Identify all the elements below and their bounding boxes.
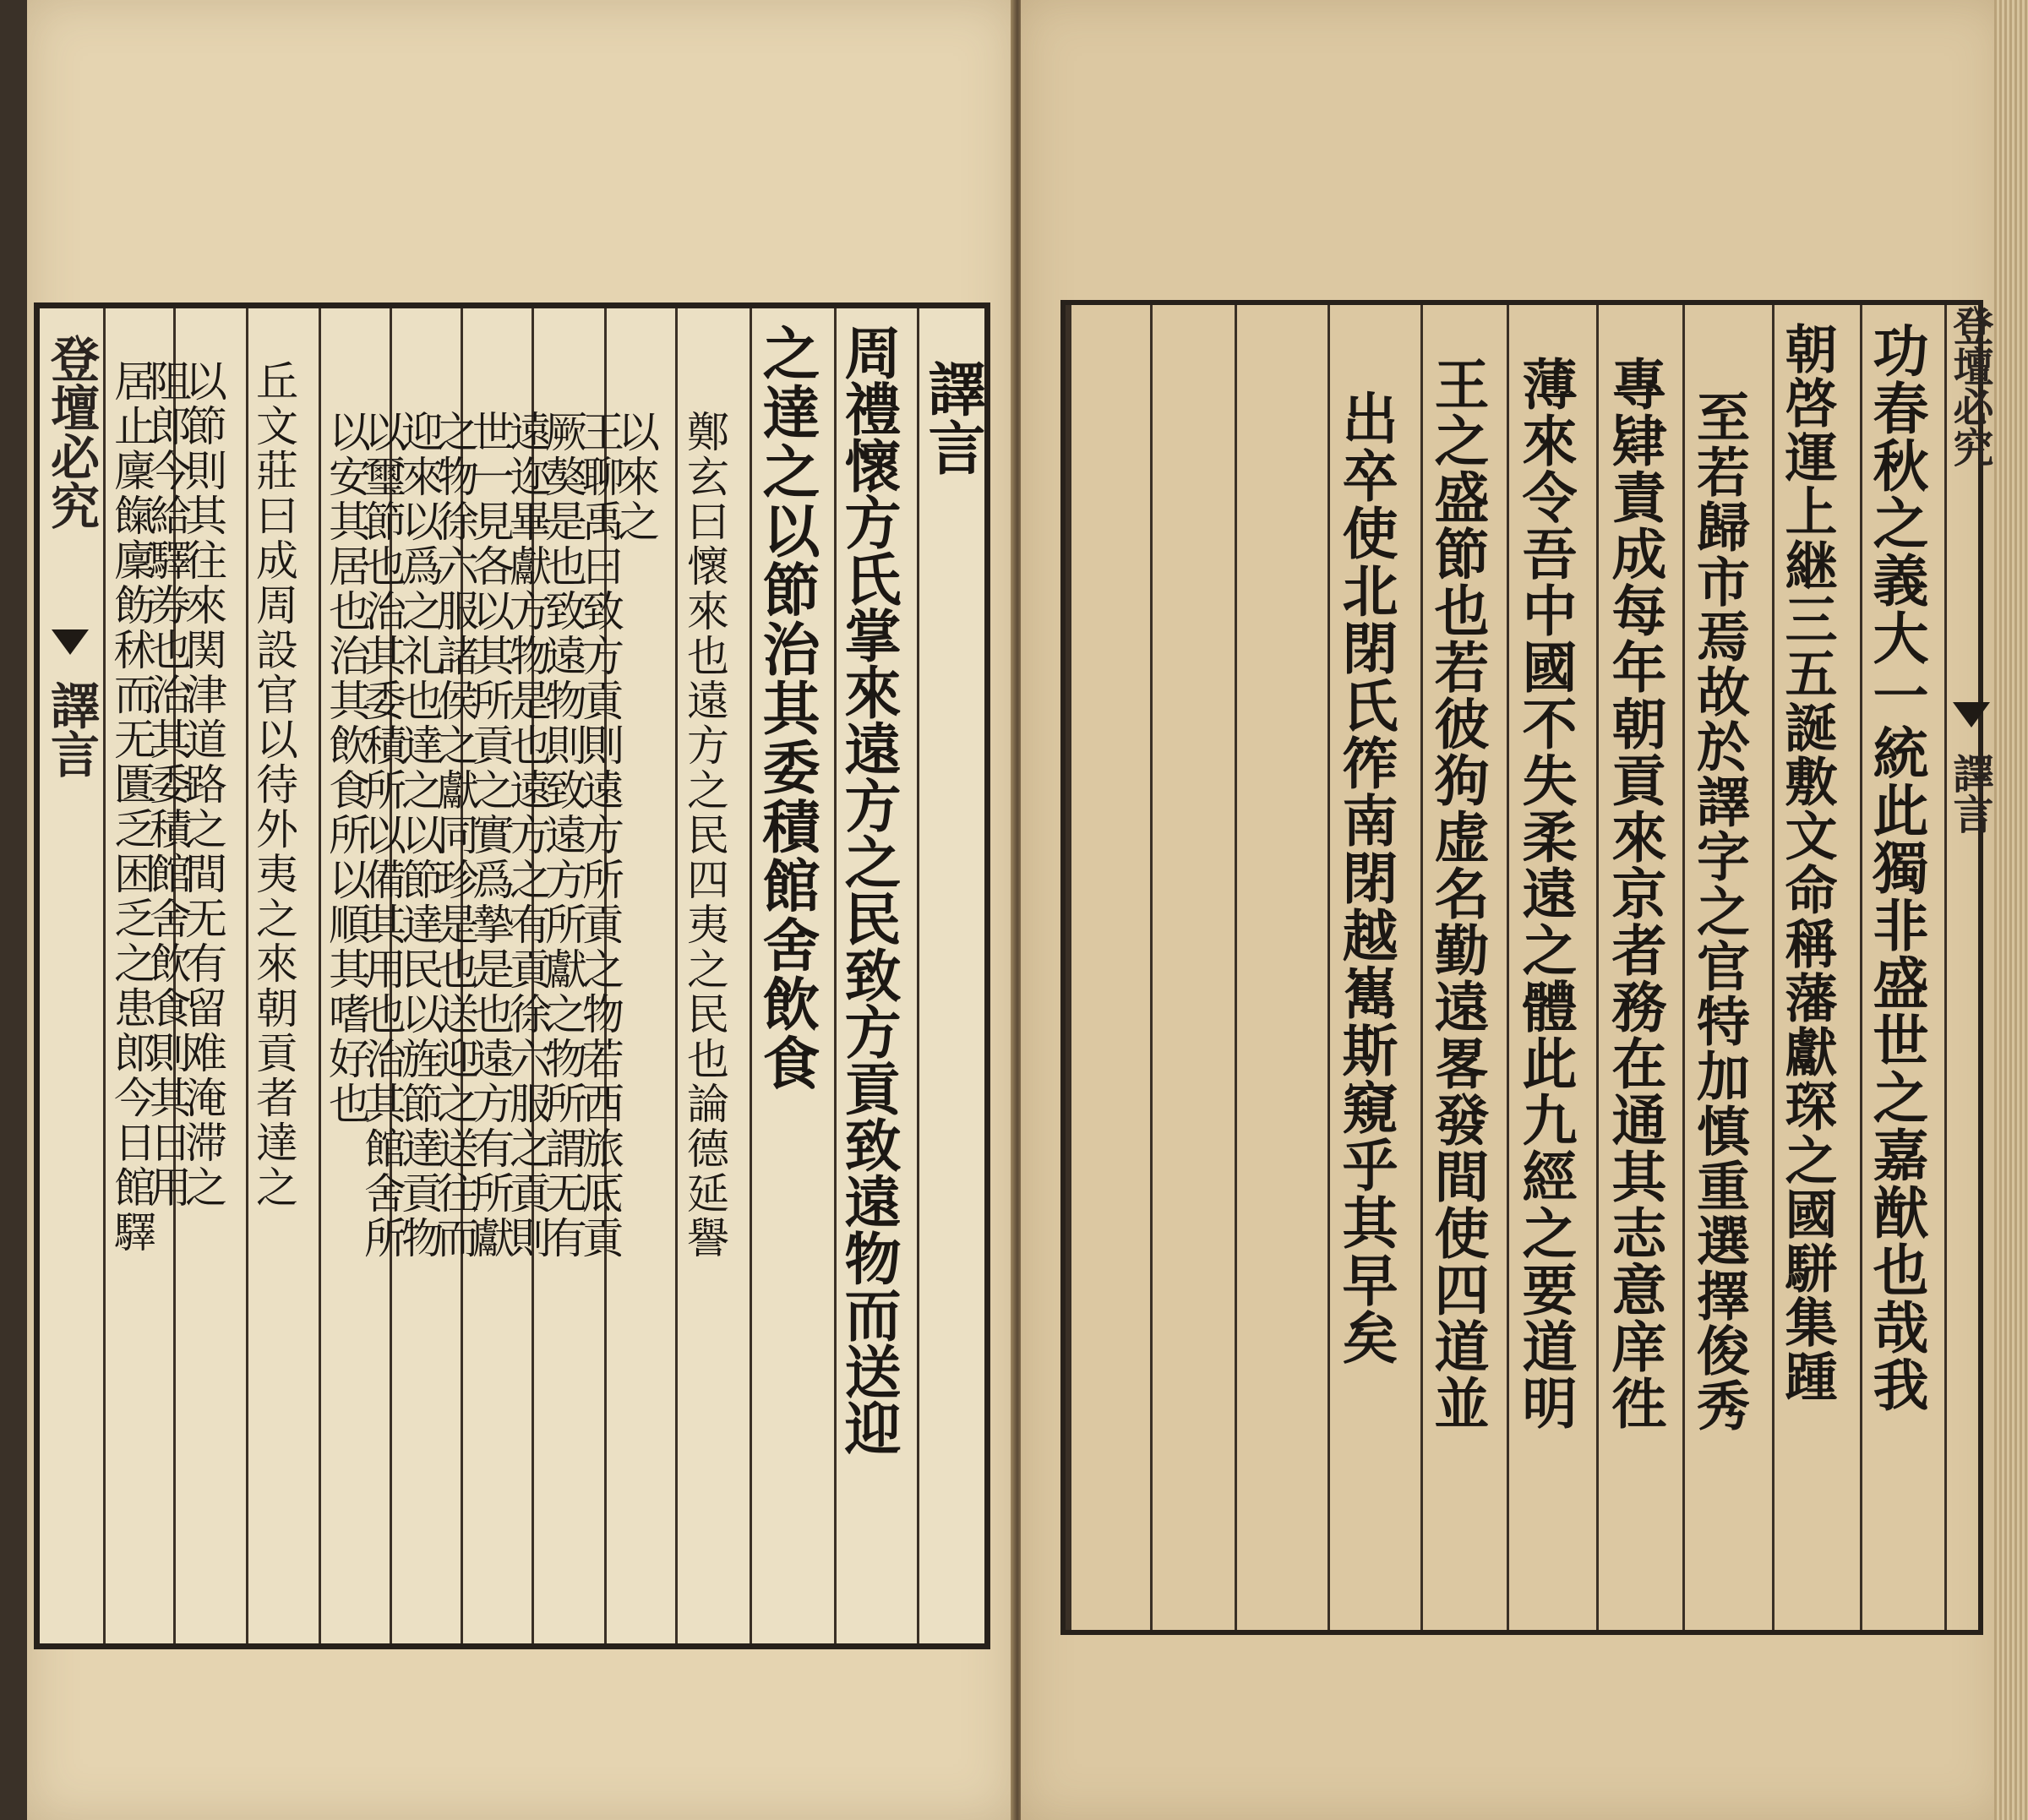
main-text-line: 薄來令吾中國不失柔遠之體此九經之要道明 xyxy=(1513,356,1577,1431)
right-margin-title: 登壇必究 xyxy=(1946,305,1993,467)
commentary-line: 丘文莊曰成周設官以待外夷之來朝貢者達之 xyxy=(249,359,298,1210)
commentary-line: 厥獒是也致遠物則致遠方所獻之物所謂无有 xyxy=(538,410,587,1261)
commentary-line: 之物徐六服諸侯之獻同珍是也送迎之送往而 xyxy=(430,410,479,1261)
main-text-line: 朝啓運上継三五誕敷文命稱藩獻琛之國駢集踵 xyxy=(1776,322,1838,1403)
main-text-line: 出卒使北閉氏筰南閉越嶲斯窺乎其早矣 xyxy=(1333,390,1398,1366)
commentary-line: 以璽節也治其委積所以備其用也治其館舍所 xyxy=(357,410,406,1261)
fish-tail-mark xyxy=(52,629,89,655)
section-heading: 譯言 xyxy=(919,359,986,477)
right-margin-chapter: 譯言 xyxy=(1946,753,1993,834)
left-text-frame xyxy=(34,302,990,1649)
commentary-line: 世一見各以其所貢之實爲摯是也遠方有所獻 xyxy=(466,410,515,1261)
commentary-line: 居止廩餼廩飭秫而无匱乏困乏之患郎今日館驛 xyxy=(107,359,156,1255)
left-margin-chapter: 譯言 xyxy=(42,680,100,778)
commentary-line: 以安其居也治其飲食所以順其嗜好也 xyxy=(322,410,371,1126)
commentary-line: 遠迩畢獻方物是也遠方之有貢徐六服之貢則 xyxy=(503,410,552,1261)
fish-tail-mark xyxy=(1953,702,1990,727)
main-text-line: 王之盛節也若彼狗虚名勤遠畧發間使四道並 xyxy=(1425,356,1489,1431)
commentary-line: 王聊禹曰致方貢則遠方所貢之物若西旅厎貢 xyxy=(575,410,624,1261)
commentary-line: 迎來以爲之礼也達之以節達民以旌節達貢物 xyxy=(395,410,444,1261)
commentary-line: 鄭玄曰懷來也遠方之民四夷之民也論德延譽 xyxy=(680,410,729,1261)
main-text-line: 功春秋之義大一統此獨非盛世之嘉猷也哉我 xyxy=(1863,322,1929,1414)
commentary-line: 阻郎今給驛券也治其委積館舍飲食則其日用 xyxy=(143,359,192,1210)
page-stack-edge xyxy=(1994,0,2028,1820)
commentary-line: 以節則其往來関津道路之間无有留难淹滞之 xyxy=(178,359,227,1210)
right-text-frame xyxy=(1060,300,1993,1635)
main-text-line: 至若歸市焉故於譯字之官特加慎重選擇俊秀 xyxy=(1688,390,1751,1433)
commentary-line: 以來之 xyxy=(611,410,660,544)
main-text-line: 之達之以節治其委積館舍飲食 xyxy=(753,324,820,1093)
main-text-line: 專肄責成每年朝貢來京者務在通其志意庠徃 xyxy=(1602,356,1666,1431)
main-text-line: 周禮懷方氏掌來遠方之民致方貢致遠物而送迎 xyxy=(836,324,902,1456)
left-margin-title: 登壇必究 xyxy=(42,334,100,530)
